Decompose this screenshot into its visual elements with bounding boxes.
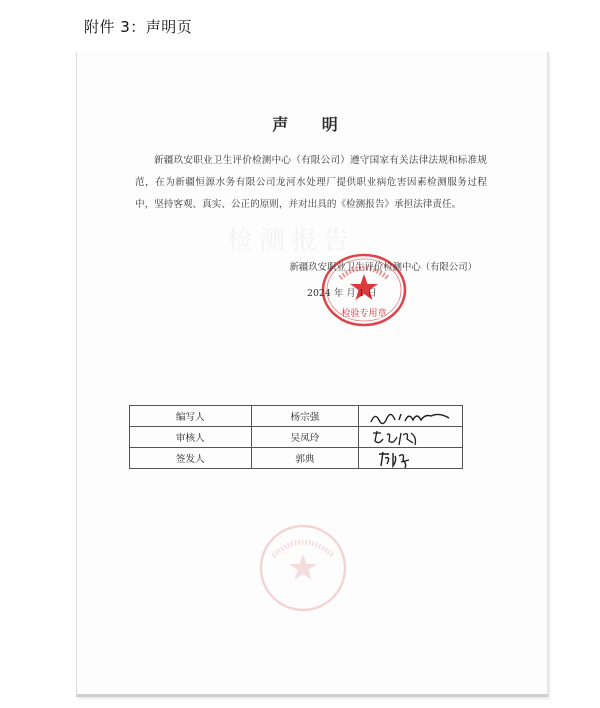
name-cell: 吴凤玲: [251, 427, 359, 448]
handwritten-signature-icon: [365, 448, 457, 470]
table-row: [130, 406, 463, 427]
faint-seal-icon: [257, 522, 349, 614]
scanned-declaration-page: [76, 52, 549, 697]
signature-cell: [359, 427, 463, 448]
handwritten-signature-icon: [365, 406, 457, 428]
table-row: [130, 427, 463, 448]
signature-cell: [359, 448, 463, 469]
signature-table: [129, 405, 463, 469]
table-row: [130, 448, 463, 469]
signature-cell: [359, 406, 463, 427]
sign-date: 2024 年 月 1 日: [307, 288, 377, 299]
attachment-heading: 附件 3：声明页: [84, 18, 193, 36]
role-cell: 签发人: [130, 448, 252, 469]
seal-text: 检验专用章: [341, 309, 387, 319]
role-cell: 编写人: [130, 406, 252, 427]
handwritten-signature-icon: [365, 427, 457, 449]
declaration-body: 新疆玖安职业卫生评价检测中心（有限公司）遵守国家有关法律法规和标准规范，在为新疆恒源水务有限公司龙河水处理厂提供职业病危害因素检测服务过程中，坚持客观、真实、公正的原则，并对出具的《检测报告》承担法律责任。: [135, 155, 487, 210]
name-cell: 郭典: [251, 448, 359, 469]
declaration-title: 声 明: [272, 115, 352, 134]
name-cell: 杨宗强: [251, 406, 359, 427]
signer-organization: 新疆玖安职业卫生评价检测中心（有限公司）: [289, 262, 477, 273]
role-cell: 审核人: [130, 427, 252, 448]
faint-watermark: 检测报告: [227, 226, 356, 256]
